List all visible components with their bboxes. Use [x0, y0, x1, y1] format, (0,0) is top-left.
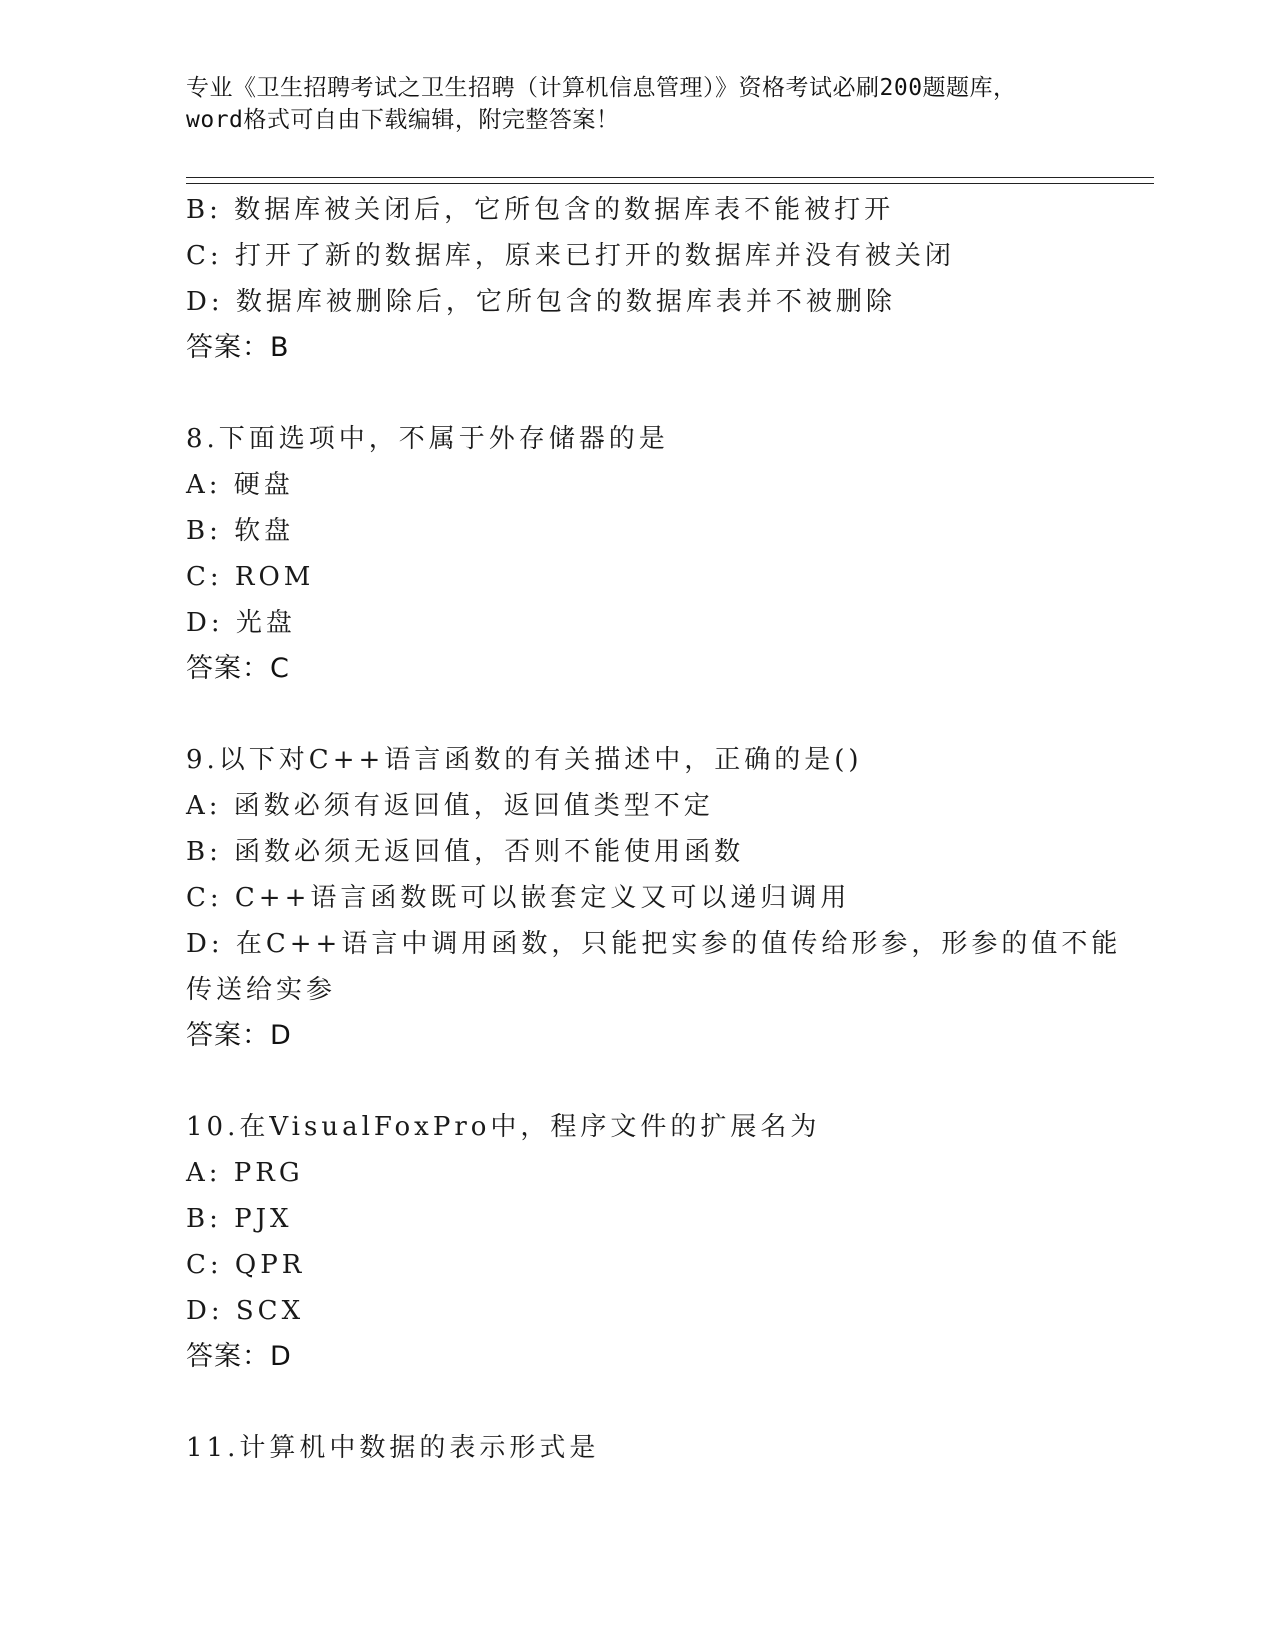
option-b: B: PJX: [186, 1204, 293, 1234]
question-11: [186, 1425, 1086, 1471]
question-7-continued: [186, 187, 1086, 371]
option-b: B: 函数必须无返回值，否则不能使用函数: [186, 837, 745, 867]
option-a: A: 硬盘: [186, 470, 294, 500]
question-8: [186, 416, 1086, 692]
document-header: [186, 72, 1086, 136]
question-9: [186, 737, 1122, 1059]
header-divider-top: [186, 177, 1154, 178]
question-10: [186, 1104, 1086, 1380]
option-d: D: 光盘: [186, 608, 296, 638]
header-line-2: word格式可自由下载编辑，附完整答案！: [186, 107, 620, 133]
question-list: [186, 187, 1122, 1471]
option-c: C: C++语言函数既可以嵌套定义又可以递归调用: [186, 883, 851, 913]
option-c: C: QPR: [186, 1250, 306, 1280]
option-c: C: 打开了新的数据库，原来已打开的数据库并没有被关闭: [186, 241, 955, 271]
option-b: B: 数据库被关闭后，它所包含的数据库表不能被打开: [186, 195, 895, 225]
question-stem: 10.在VisualFoxPro中，程序文件的扩展名为: [186, 1112, 821, 1142]
option-b: B: 软盘: [186, 516, 295, 546]
question-stem: 8.下面选项中，不属于外存储器的是: [186, 424, 669, 454]
option-a: A: PRG: [186, 1158, 304, 1188]
option-c: C: ROM: [186, 562, 315, 592]
question-stem: 9.以下对C++语言函数的有关描述中，正确的是(): [186, 745, 863, 775]
option-d-continuation: 传送给实参: [186, 975, 337, 1005]
answer-label: 答案：D: [186, 1341, 292, 1372]
answer-label: 答案：D: [186, 1020, 292, 1051]
option-d: D: SCX: [186, 1296, 305, 1326]
header-divider-bottom: [186, 183, 1154, 184]
answer-label: 答案：B: [186, 332, 290, 363]
header-line-1: 专业《卫生招聘考试之卫生招聘（计算机信息管理）》资格考试必刷200题题库，: [186, 75, 1017, 101]
answer-label: 答案：C: [186, 653, 290, 684]
question-stem: 11.计算机中数据的表示形式是: [186, 1433, 600, 1463]
option-d: D: 数据库被删除后，它所包含的数据库表并不被删除: [186, 287, 896, 317]
option-d: D: 在C++语言中调用函数，只能把实参的值传给形参，形参的值不能: [186, 929, 1122, 959]
option-a: A: 函数必须有返回值，返回值类型不定: [186, 791, 714, 821]
